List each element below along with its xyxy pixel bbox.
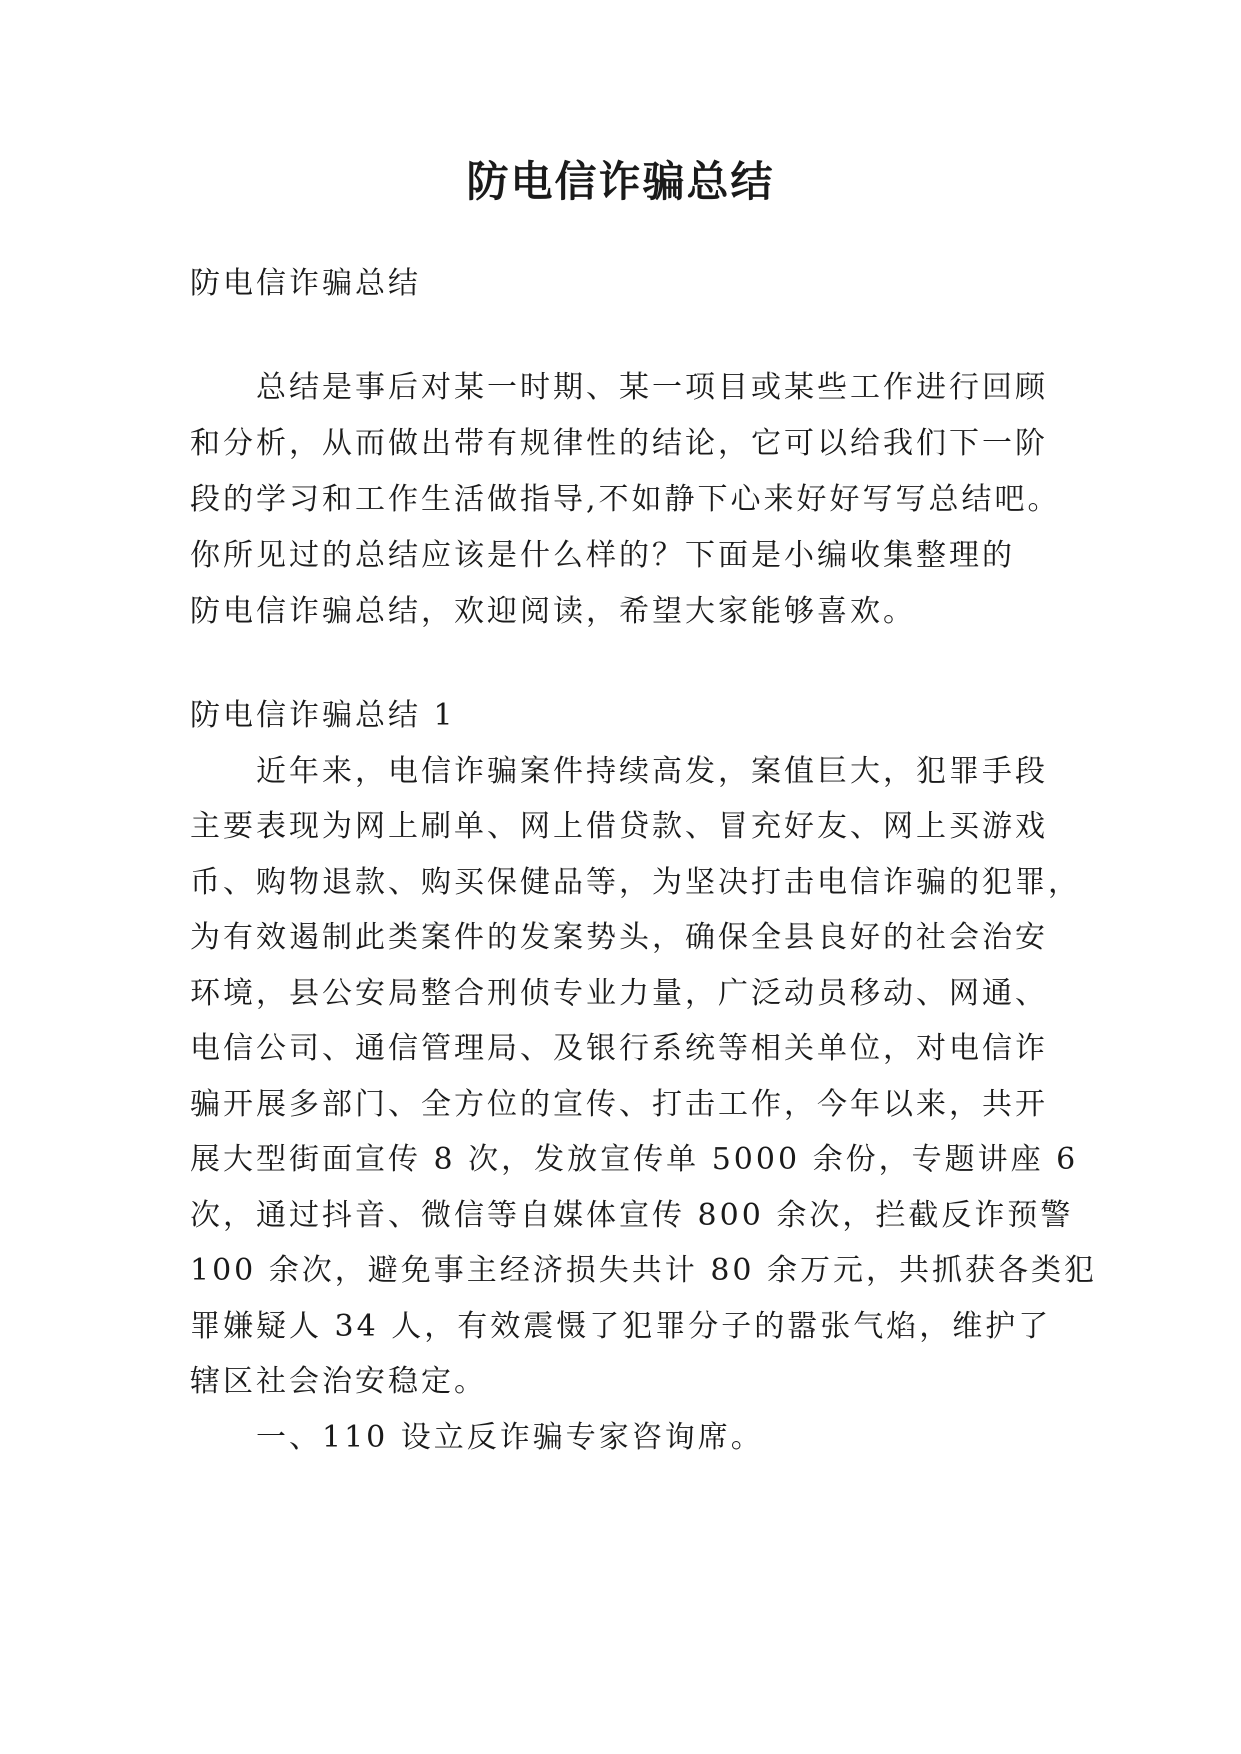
section-line: 电信公司、通信管理局、及银行系统等相关单位，对电信诈 [190,1031,1048,1066]
section-line: 为有效遏制此类案件的发案势头，确保全县良好的社会治安 [190,920,1048,955]
section-line: 展大型街面宣传 8 次，发放宣传单 5000 余份，专题讲座 6 [190,1142,1079,1177]
section-line: 辖区社会治安稳定。 [190,1364,487,1399]
intro-line: 总结是事后对某一时期、某一项目或某些工作进行回顾 [256,370,1048,405]
section-line: 币、购物退款、购买保健品等，为坚决打击电信诈骗的犯罪， [190,865,1081,900]
intro-line: 段的学习和工作生活做指导,不如静下心来好好写写总结吧。 [190,482,1061,517]
section-line: 主要表现为网上刷单、网上借贷款、冒充好友、网上买游戏 [190,809,1048,844]
section-line: 100 余次，避免事主经济损失共计 80 余万元，共抓获各类犯 [190,1253,1098,1288]
intro-line: 和分析，从而做出带有规律性的结论，它可以给我们下一阶 [190,426,1048,461]
document-subtitle: 防电信诈骗总结 [190,266,421,301]
section-line: 骗开展多部门、全方位的宣传、打击工作，今年以来，共开 [190,1087,1048,1122]
section-line: 近年来，电信诈骗案件持续高发，案值巨大，犯罪手段 [256,754,1048,789]
section-line: 次，通过抖音、微信等自媒体宣传 800 余次，拦截反诈预警 [190,1198,1074,1233]
intro-line: 防电信诈骗总结，欢迎阅读，希望大家能够喜欢。 [190,594,916,629]
section-heading: 防电信诈骗总结 1 [190,698,456,733]
section-line: 罪嫌疑人 34 人，有效震慑了犯罪分子的嚣张气焰，维护了 [190,1309,1052,1344]
section-line: 环境，县公安局整合刑侦专业力量，广泛动员移动、网通、 [190,976,1048,1011]
intro-line: 你所见过的总结应该是什么样的？下面是小编收集整理的 [190,538,1015,573]
point-item: 一、110 设立反诈骗专家咨询席。 [256,1420,764,1455]
document-title: 防电信诈骗总结 [466,157,775,206]
